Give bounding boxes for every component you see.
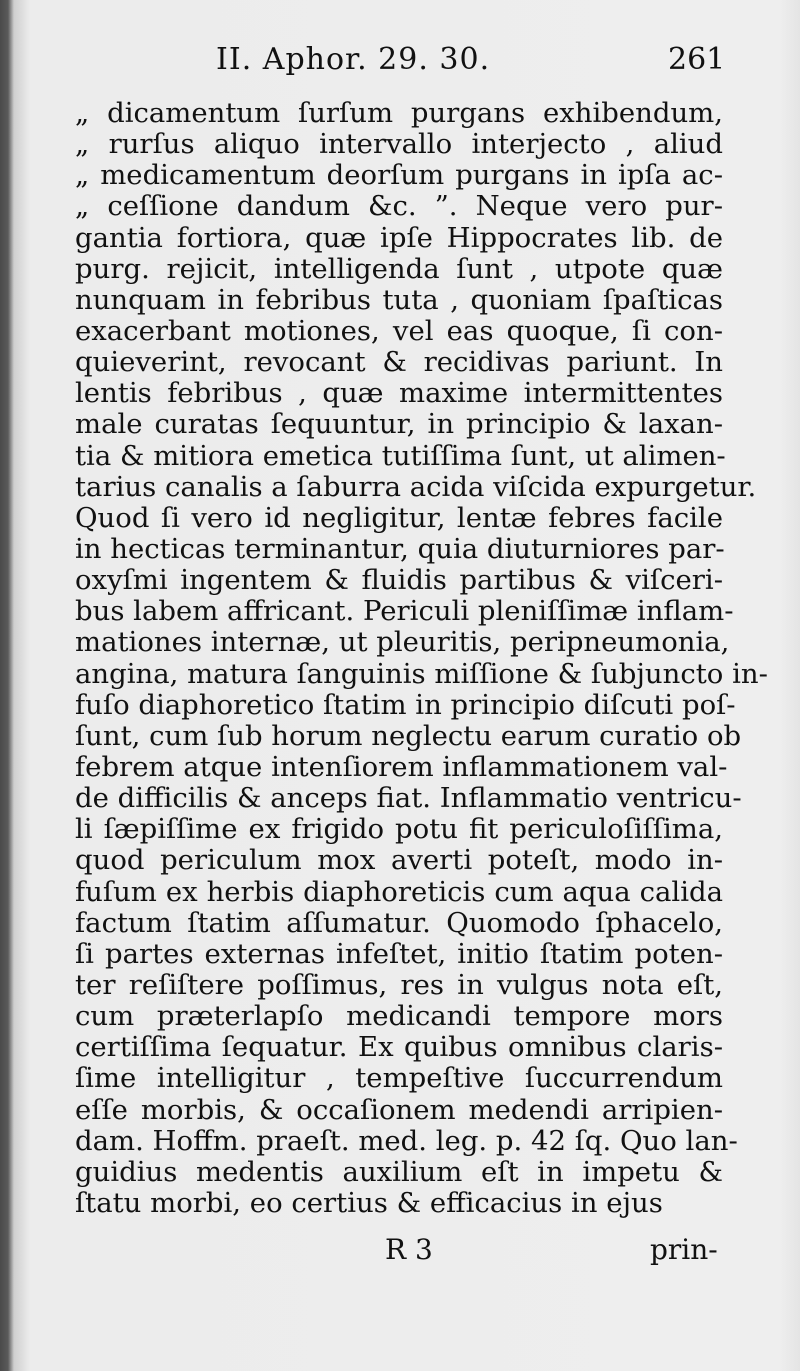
page-number: 261 (668, 42, 726, 77)
text-line: eſſe morbis, & occaſionem medendi arripien- (75, 1093, 723, 1126)
text-line: „ medicamentum deorſum purgans in ipſa ac- (75, 159, 723, 192)
text-line: Quod ſi vero id negligitur, lentæ febres facile (75, 501, 723, 534)
text-line: „ dicamentum ſurſum purgans exhibendum, (75, 97, 723, 129)
text-line: guidius medentis auxilium eſt in impetu & (75, 1155, 723, 1188)
text-line: angina, matura ſanguinis miſſione & ſubjuncto in- (75, 657, 768, 690)
text-line: nunquam in febribus tuta , quoniam ſpaſticas (75, 283, 723, 316)
text-line: ſtatu morbi, eo certius & efficacius in ejus (75, 1186, 663, 1219)
text-line: febrem atque intenſiorem inflammationem val- (75, 750, 728, 783)
text-line: „ rurſus aliquo intervallo interjecto , aliud (75, 128, 723, 161)
text-line: certiſſima ſequatur. Ex quibus omnibus claris- (75, 1031, 723, 1064)
text-line: tia & mitiora emetica tutiſſima ſunt, ut alimen- (75, 439, 726, 472)
text-line: factum ſtatim aſſumatur. Quomodo ſphacelo, (75, 906, 723, 939)
text-line: oxyſmi ingentem & fluidis partibus & viſceri- (75, 564, 723, 597)
text-line: lentis febribus , quæ maxime intermittentes (75, 377, 723, 410)
text-line: in hecticas terminantur, quia diuturniores par- (75, 532, 725, 565)
signature-mark: R 3 (385, 1233, 433, 1266)
text-line: ter reſiſtere poſſimus, res in vulgus nota eſt, (75, 968, 723, 1001)
text-line: ſunt, cum ſub horum neglectu earum curatio ob (75, 719, 742, 752)
text-line: fuſum ex herbis diaphoreticis cum aqua calida (75, 875, 723, 908)
text-line: fuſo diaphoretico ſtatim in principio diſcuti poſ- (75, 688, 736, 721)
text-line: gantia fortiora, quæ ipſe Hippocrates lib. de (75, 221, 723, 254)
text-line: dam. Hoffm. praeſt. med. leg. p. 42 ſq. Quo lan- (75, 1124, 738, 1157)
text-line: ſi partes externas infeſtet, initio ſtatim poten- (75, 937, 723, 970)
running-title: II. Aphor. 29. 30. (216, 42, 491, 77)
text-line: purg. rejicit, intelligenda ſunt , utpote quæ (75, 252, 723, 285)
text-line: de difficilis & anceps fiat. Inflammatio ventricu- (75, 782, 742, 815)
running-header (0, 42, 800, 82)
text-line: li ſæpiſſime ex frigido potu fit periculoſiſſima, (75, 813, 723, 846)
text-line: bus labem affricant. Periculi pleniſſimæ inflam- (75, 595, 734, 628)
text-line: quod periculum mox averti poteſt, modo in- (75, 844, 723, 877)
text-line: mationes internæ, ut pleuritis, peripneumonia, (75, 626, 730, 659)
page-footer (0, 1233, 800, 1273)
text-line: ſime intelligitur , tempeſtive ſuccurrendum (75, 1062, 723, 1095)
text-line: male curatas ſequuntur, in principio & laxan- (75, 408, 723, 441)
text-line: cum præterlapſo medicandi tempore mors (75, 1000, 723, 1033)
text-line: „ ceſſione dandum &c. ”. Neque vero pur- (75, 190, 723, 223)
text-line: tarius canalis a ſaburra acida viſcida expurgetur. (75, 470, 757, 503)
catchword: prin- (650, 1233, 718, 1266)
text-line: quieverint, revocant & recidivas pariunt. In (75, 346, 723, 379)
body-text (75, 97, 768, 1219)
text-line: exacerbant motiones, vel eas quoque, ſi con- (75, 314, 723, 347)
